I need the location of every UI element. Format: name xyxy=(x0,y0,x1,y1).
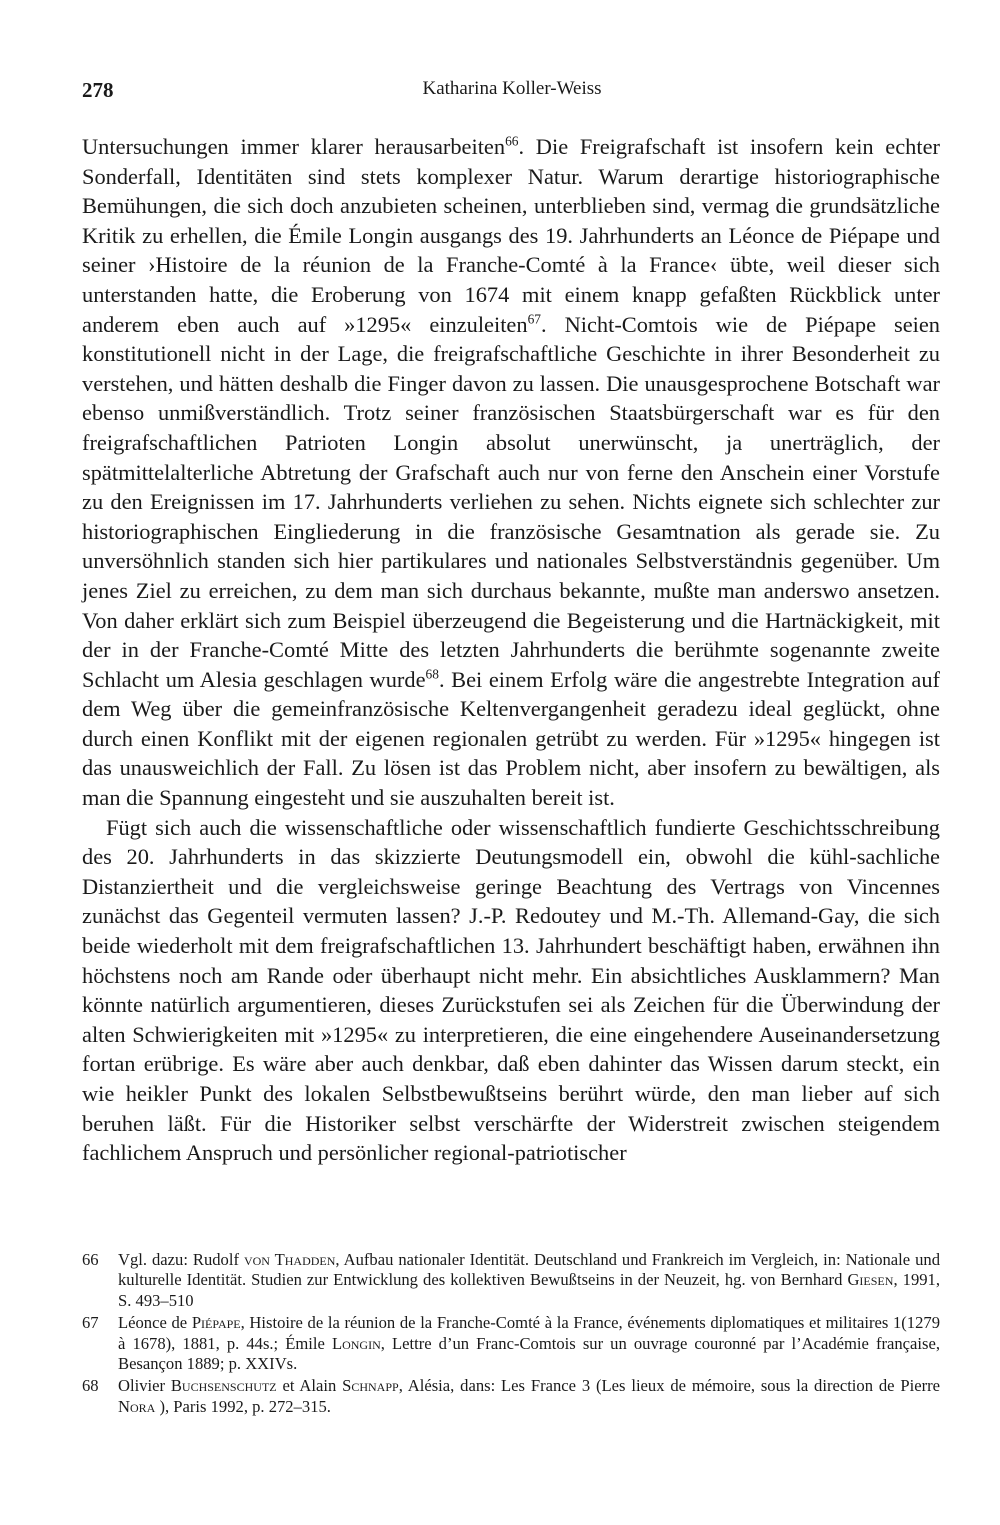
text-run: . Nicht-Comtois wie de Piépape seien konstitutionell nicht in der Lage, die freigrafschaftliche Geschichte in ihrer Besonderheit zu verstehen, und hätten deshalb die Finger davon zu lassen. Die unausgesprochene Botschaft war ebenso unmißverständlich. Trotz seiner französischen Staatsbürgerschaft war es für den freigrafschaftlichen Patrioten Longin absolut unerwünscht, ja unerträglich, der spätmittelalterliche Abtretung der Grafschaft auch nur von ferne den Anschein einer Vorstufe zu den Ereignissen im 17. Jahrhunderts verliehen zu sehen. Nichts eignete sich schlechter zur historiographischen Eingliederung in die französische Gesamtnation als gerade sie. Zu unversöhnlich standen sich hier partikulares und nationales Selbstverständnis gegenüber. Um jenes Ziel zu erreichen, zu dem man sich durchaus bekannte, mußte man anderswo ansetzen. Von daher erklärt sich zum Beispiel überzeugend die Begeisterung und die Hartnäckigkeit, mit der in der Franche-Comté Mitte des letzten Jahrhunderts die berühmte sogenannte zweite Schlacht um Alesia geschlagen wurde xyxy=(82,311,940,692)
text-run: , Alésia, dans: Les France 3 (Les lieux de mémoire, sous la direction de Pierre xyxy=(398,1376,940,1396)
author-name: Buchsenschutz xyxy=(170,1376,277,1396)
text-run: . Bei einem Erfolg wäre die angestrebte Integration auf dem Weg über die gemeinfranzösische Keltenvergangenheit geradezu ideal geglückt, ohne durch einen Konflikt mit der eigenen regionalen getrübt zu werden. Für »1295« hingegen ist das unausweichlich der Fall. Zu lösen ist das Problem nicht, aber insofern zu bewältigen, als man die Spannung eingesteht und sie auszuhalten bereit ist. xyxy=(82,666,940,811)
footnote xyxy=(82,1376,940,1417)
footnotes xyxy=(82,1250,940,1419)
page-number: 278 xyxy=(82,78,114,102)
footnote-number: 66 xyxy=(82,1250,99,1269)
text-run: , Aufbau nationaler Identität. Deutschland und Frankreich im Vergleich, in: Nationale und kulturelle Identität. Studien zur Entwicklung des kollektiven Bewußtseins in der Neuzeit, hg. von Bernhard xyxy=(118,1250,940,1290)
text-run: Untersuchungen immer klarer herausarbeiten xyxy=(82,134,506,159)
footnote-text xyxy=(118,1250,940,1310)
text-run: , 1991, S. 493–510 xyxy=(118,1270,940,1310)
text-run: . Die Freigrafschaft ist insofern kein echter Sonderfall, Identitäten sind stets komplexer Natur. Warum derartige historiographische Bemühungen, die sich doch anzubieten scheinen, unterblieben sind, vermag die grundsätzliche Kritik zu erhellen, die Émile Longin ausgangs des 19. Jahrhunderts an Léonce de Piépape und seiner ›Histoire de la réunion de la Franche-Comté à la France‹ übte, weil dieser sich unterstanden hatte, die Eroberung von 1674 mit einem knapp gefaßten Rückblick unter anderem eben auch auf »1295« einzuleiten xyxy=(82,134,940,337)
footnote-reference: 66 xyxy=(505,133,519,149)
author-name: Schnapp xyxy=(342,1376,399,1396)
footnote-reference: 68 xyxy=(425,666,439,682)
author-name: Giesen xyxy=(847,1270,894,1290)
footnote xyxy=(82,1313,940,1374)
text-run: , Histoire de la réunion de la Franche-Comté à la France, événements diplomatiques et militaires 1(1279 à 1678), 1881, p. 44s.; Émile xyxy=(118,1313,940,1353)
footnote-reference: 67 xyxy=(527,311,541,327)
author-name: Nora xyxy=(118,1396,156,1416)
paragraph xyxy=(82,813,940,1168)
footnote-text xyxy=(118,1313,940,1373)
text-run: et Alain xyxy=(276,1376,343,1396)
running-head: Katharina Koller-Weiss xyxy=(422,78,602,99)
footnote xyxy=(82,1250,940,1311)
text-run: Vgl. dazu: Rudolf xyxy=(118,1250,244,1269)
footnote-number: 68 xyxy=(82,1376,99,1396)
author-name: Piépape xyxy=(191,1313,241,1333)
author-name: von Thadden xyxy=(243,1250,336,1269)
text-run: Olivier xyxy=(118,1376,171,1396)
body-text xyxy=(82,132,940,1168)
text-run: , Lettre d’un Franc-Comtois sur un ouvrage couronné par l’Académie française, Besançon 1889; p. XXIVs. xyxy=(118,1333,940,1374)
text-run: ), Paris 1992, p. 272–315. xyxy=(155,1396,331,1416)
text-run: Fügt sich auch die wissenschaftliche oder wissenschaftlich fundierte Geschichtsschreibung des 20. Jahrhunderts in das skizzierte Deutungsmodell ein, obwohl die kühl-sachliche Distanziertheit und die vergleichsweise geringe Beachtung des Vertrags von Vincennes zunächst das Gegenteil vermuten lassen? J.-P. Redoutey und M.-Th. Allemand-Gay, die sich beide wiederholt mit dem freigrafschaftlichen 13. Jahrhundert beschäftigt haben, erwähnen ihn höchstens noch am Rande oder überhaupt nicht mehr. Ein absichtliches Ausklammern? Man könnte natürlich argumentieren, dieses Zurückstufen sei als Zeichen für die Überwindung der alten Schwierigkeiten mit »1295« zu interpretieren, die eine eingehendere Auseinandersetzung fortan erübrige. Es wäre aber auch denkbar, daß eben dahinter das Wissen darum steckt, ein wie heikler Punkt des lokalen Selbstbewußtseins berührt würde, den man lieber auf sich beruhen läßt. Für die Historiker selbst verschärfte der Widerstreit zwischen steigendem fachlichem Anspruch und persönlicher regional-patriotischer xyxy=(82,814,940,1166)
paragraph xyxy=(82,132,940,813)
author-name: Longin xyxy=(331,1333,381,1353)
page-header xyxy=(82,78,942,108)
footnote-text xyxy=(118,1376,940,1415)
text-run: Léonce de xyxy=(118,1313,192,1333)
footnote-number: 67 xyxy=(82,1313,99,1333)
